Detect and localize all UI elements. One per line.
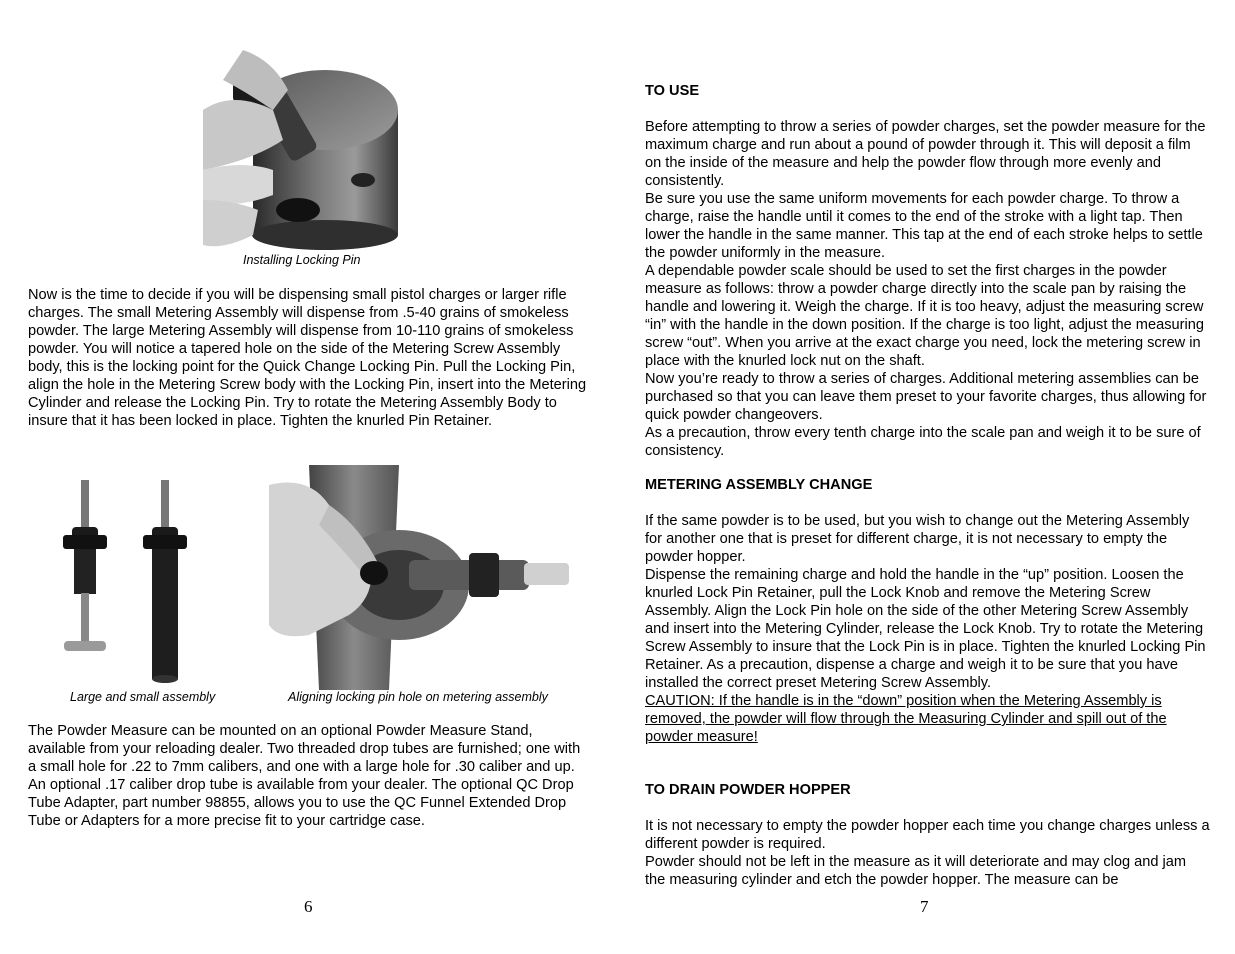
heading-to-use: TO USE bbox=[645, 83, 700, 99]
section-to-use-body bbox=[645, 118, 1210, 460]
paragraph-use-powder-scale: A dependable powder scale should be used to set the first charges in the powder measure as follows: throw a powder charge directly into the scale pan by raising the handle and lowering it. Weigh the charge. If it is too heavy, adjust the measuring screw “in” with the handle in the down position. If the charge is too light, adjust the measuring screw “out”. When you arrive at the exact charge you need, lock the metering screw in place with the knurled lock nut on the shaft. bbox=[645, 263, 1204, 369]
section-metering-body bbox=[645, 512, 1210, 746]
right-page bbox=[617, 0, 1235, 954]
heading-to-drain-powder-hopper: TO DRAIN POWDER HOPPER bbox=[645, 782, 851, 798]
photo-large-and-small-assembly bbox=[48, 465, 248, 690]
paragraph-metering-caution: CAUTION: If the handle is in the “down” position when the Metering Assembly is removed, the powder will flow through the Measuring Cylinder and spill out of the powder measure! bbox=[645, 693, 1167, 745]
paragraph-drain-not-necessary: It is not necessary to empty the powder hopper each time you change charges unless a different powder is required. bbox=[645, 818, 1210, 852]
caption-large-and-small-assembly: Large and small assembly bbox=[70, 690, 216, 704]
left-page bbox=[0, 0, 617, 954]
paragraph-use-precaution: As a precaution, throw every tenth charge into the scale pan and weigh it to be sure of consistency. bbox=[645, 425, 1201, 459]
photo-installing-locking-pin bbox=[203, 50, 403, 250]
paragraph-metering-procedure: Dispense the remaining charge and hold the handle in the “up” position. Loosen the knurled Lock Pin Retainer, pull the Lock Knob and remove the Metering Screw Assembly. Align the Lock Pin hole on the side of the other Metering Screw Assembly and insert into the Metering Cylinder, release the Lock Knob. Try to rotate the Metering Screw Assembly to insure that the Lock Pin is in place. Tighten the knurled Locking Pin Retainer. As a precaution, dispense a charge and weigh it to be sure that you have installed the correct preset Metering Screw Assembly. bbox=[645, 567, 1206, 691]
paragraph-use-uniform-movements: Be sure you use the same uniform movements for each powder charge. To throw a charge, raise the handle until it comes to the end of the stroke with a light tap. Then lower the handle in the same manner. This tap at the end of each stroke helps to settle the powder uniformly in the measure. bbox=[645, 191, 1203, 261]
paragraph-drop-tubes: The Powder Measure can be mounted on an optional Powder Measure Stand, available from your reloading dealer. Two threaded drop tubes are furnished; one with a small hole for .22 to 7mm calibers, and one with a large hole for .30 caliber and up. An optional .17 caliber drop tube is available from your dealer. The optional QC Drop Tube Adapter, part number 98855, allows you to use the QC Funnel Extended Drop Tube or Adapters for a more precise fit to your cartridge case. bbox=[28, 723, 581, 829]
paragraph-drain-deteriorate: Powder should not be left in the measure as it will deteriorate and may clog and jam the measuring cylinder and etch the powder hopper. The measure can be bbox=[645, 854, 1187, 888]
paragraph-metering-same-powder: If the same powder is to be used, but you wish to change out the Metering Assembly for another one that is preset for different charge, it is not necessary to empty the powder hopper. bbox=[645, 513, 1190, 565]
paragraph-metering-assembly-choice: Now is the time to decide if you will be dispensing small pistol charges or larger rifle charges. The small Metering Assembly will dispense from .5-40 grains of smokeless powder. The large Metering Assembly will dispense from 10-110 grains of smokeless powder. You will notice a tapered hole on the side of the Metering Screw Assembly body, this is the locking point for the Quick Change Locking Pin. Pull the Locking Pin, align the hole in the Metering Screw body with the Locking Pin, insert into the Metering Cylinder and release the Locking Pin. Try to rotate the Metering Assembly Body to insure that it has been locked in place. Tighten the knurled Pin Retainer. bbox=[28, 287, 587, 429]
caption-installing-locking-pin: Installing Locking Pin bbox=[243, 253, 361, 267]
paragraph-use-prime-measure: Before attempting to throw a series of powder charges, set the powder measure for the maximum charge and run about a pound of powder through it. This will deposit a film on the inside of the measure and help the powder flow through more evenly and consistently. bbox=[645, 119, 1206, 189]
page-number-right: 7 bbox=[920, 897, 929, 916]
caption-aligning-locking-pin-hole: Aligning locking pin hole on metering assembly bbox=[288, 690, 548, 704]
heading-metering-assembly-change: METERING ASSEMBLY CHANGE bbox=[645, 477, 873, 493]
section-drain-body bbox=[645, 817, 1210, 889]
page-number-left: 6 bbox=[304, 897, 313, 916]
paragraph-use-ready-to-throw: Now you’re ready to throw a series of charges. Additional metering assemblies can be purchased so that you can leave them preset to your favorite charges, thus allowing for quick powder changeovers. bbox=[645, 371, 1207, 423]
photo-aligning-locking-pin-hole bbox=[269, 465, 569, 690]
